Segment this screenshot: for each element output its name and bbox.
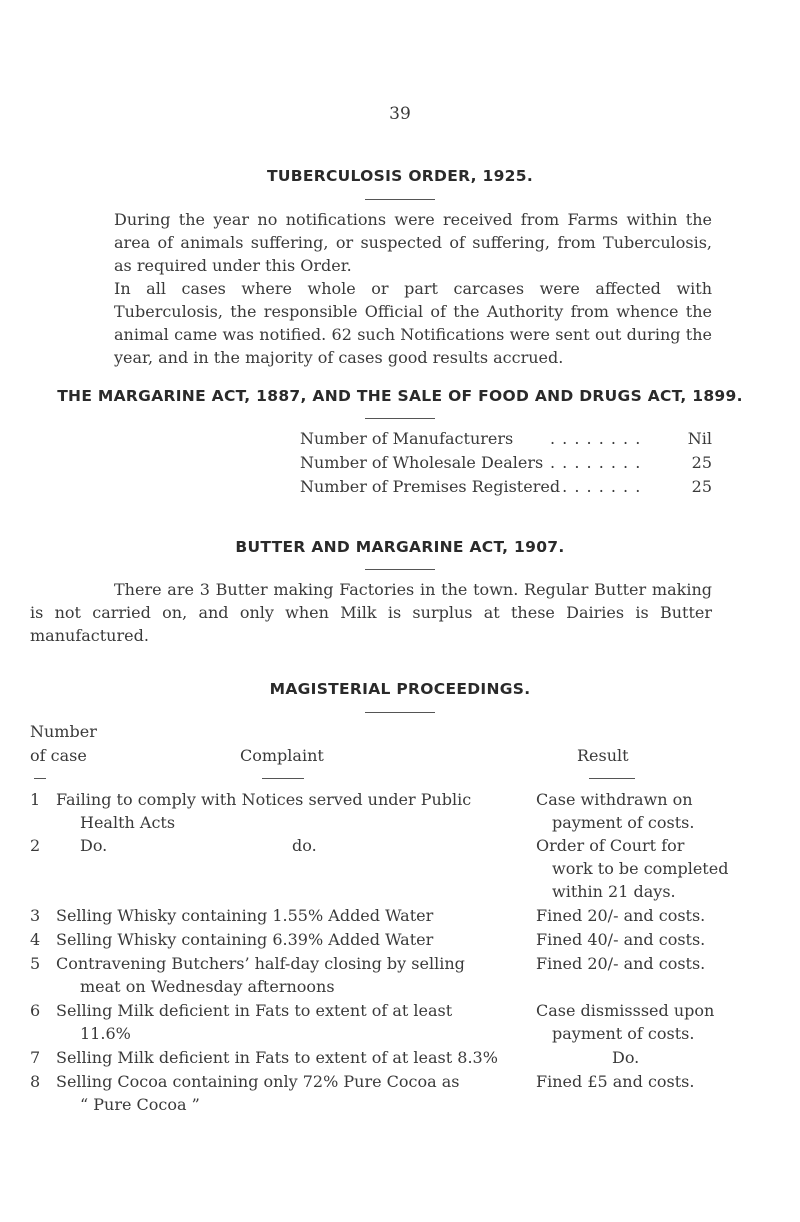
case-complaint: Do. <box>80 836 108 855</box>
case-complaint-cont: “ Pure Cocoa ” <box>80 1095 200 1114</box>
case-result: Fined 20/- and costs. <box>536 906 706 925</box>
col-header-complaint: Complaint <box>240 746 324 765</box>
stat-row-premises-registered: Number of Premises Registered . . . . . . . . 25 <box>300 477 712 496</box>
col-rule <box>589 778 635 779</box>
col-rule <box>34 778 46 779</box>
tuberculosis-order-heading: TUBERCULOSIS ORDER, 1925. <box>266 167 534 185</box>
tb-para-1: During the year no notifications were received from Farms within the area of animals suffering, or suspected of suffering, from Tuberculosis, as required under this Order. <box>114 210 712 275</box>
case-result-cont: work to be completed <box>552 859 729 878</box>
case-number: 6 <box>30 1001 41 1020</box>
col-header-number: Number <box>30 722 97 741</box>
case-result-cont: payment of costs. <box>552 1024 695 1043</box>
stat-row-manufacturers: Number of Manufacturers . . . . . . . . Nil <box>300 429 712 448</box>
case-complaint: Selling Whisky containing 6.39% Added Water <box>56 930 434 949</box>
case-number: 8 <box>30 1072 41 1091</box>
margarine-act-heading: THE MARGARINE ACT, 1887, AND THE SALE OF FOOD AND DRUGS ACT, 1899. <box>57 387 743 405</box>
magisterial-heading: MAGISTERIAL PROCEEDINGS. <box>269 680 531 698</box>
case-complaint-cont: 11.6% <box>80 1024 131 1043</box>
case-result: Case dismisssed upon <box>536 1001 715 1020</box>
case-complaint: Selling Whisky containing 1.55% Added Water <box>56 906 434 925</box>
case-complaint-cont: Health Acts <box>80 813 176 832</box>
case-number: 4 <box>30 930 41 949</box>
case-number: 2 <box>30 836 41 855</box>
case-number: 5 <box>30 954 41 973</box>
col-header-result: Result <box>577 746 629 765</box>
page-number: 39 <box>389 104 411 124</box>
case-result-cont: within 21 days. <box>552 882 676 901</box>
col-rule <box>262 778 304 779</box>
case-result: Fined 40/- and costs. <box>536 930 706 949</box>
case-result: Case withdrawn on <box>536 790 693 809</box>
case-result: Fined 20/- and costs. <box>536 954 706 973</box>
tb-para-2: In all cases where whole or part carcases were affected with Tuberculosis, the responsible Official of the Authority from whence the animal came was notified. 62 such Notifications were sent out during the year, and in the majority of cases good results accrued. <box>114 279 712 367</box>
case-result-cont: payment of costs. <box>552 813 695 832</box>
case-result: Do. <box>612 1048 640 1067</box>
case-result: Fined £5 and costs. <box>536 1072 695 1091</box>
case-result: Order of Court for <box>536 836 685 855</box>
stat-row-wholesale-dealers: Number of Wholesale Dealers . . . . . . . . 25 <box>300 453 712 472</box>
case-complaint: Failing to comply with Notices served under Public <box>56 790 472 809</box>
butter-act-heading: BUTTER AND MARGARINE ACT, 1907. <box>235 538 565 556</box>
case-complaint: Selling Milk deficient in Fats to extent of at least 8.3% <box>56 1048 498 1067</box>
case-number: 1 <box>30 790 41 809</box>
case-number: 3 <box>30 906 41 925</box>
case-complaint: Selling Milk deficient in Fats to extent of at least <box>56 1001 453 1020</box>
case-complaint-ditto: do. <box>292 836 317 855</box>
col-header-of-case: of case <box>30 746 87 765</box>
case-complaint: Contravening Butchers’ half-day closing by selling <box>56 954 465 973</box>
case-number: 7 <box>30 1048 41 1067</box>
case-complaint: Selling Cocoa containing only 72% Pure Cocoa as <box>56 1072 460 1091</box>
case-complaint-cont: meat on Wednesday afternoons <box>80 977 335 996</box>
butter-para: There are 3 Butter making Factories in the town. Regular Butter making is not carried on, and only when Milk is surplus at these Dairies is Butter manufactured. <box>30 580 712 645</box>
